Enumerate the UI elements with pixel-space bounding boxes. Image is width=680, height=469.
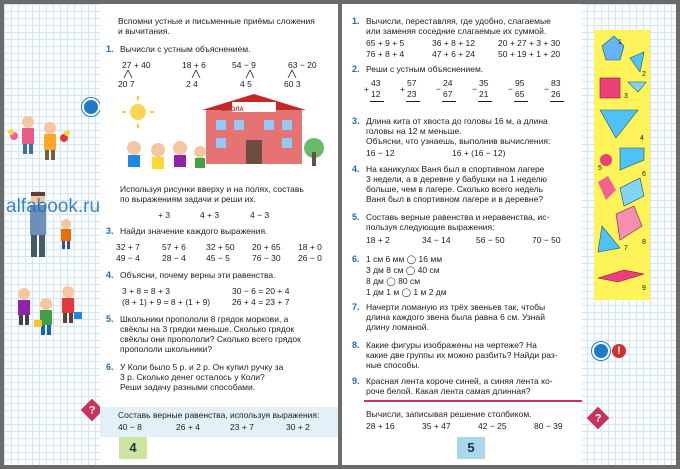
left-text-column bbox=[100, 4, 338, 465]
column-sign: + bbox=[364, 84, 369, 94]
column-number: 65 bbox=[515, 89, 525, 99]
school-illustration bbox=[114, 92, 324, 174]
expr: 4 + 3 bbox=[200, 210, 220, 220]
question-mark: ? bbox=[594, 411, 602, 424]
children-illustration bbox=[4, 4, 101, 465]
column-number: 23 bbox=[407, 89, 417, 99]
bottom-text: Вычисли, записывая решение столбиком. bbox=[366, 409, 532, 419]
task-number: 7. bbox=[352, 302, 360, 312]
task-line: Школьники пропололи 8 грядок моркови, а bbox=[120, 314, 289, 324]
expr: 4 − 3 bbox=[250, 210, 270, 220]
task-line: больше, чем в лагере. Сколько всего недель bbox=[366, 184, 544, 194]
comparison: 8 дм ◯ 80 см bbox=[366, 276, 421, 286]
task-line: длину ломаной. bbox=[366, 322, 429, 332]
pictures-task-line: Используя рисунки вверху и на полях, составь bbox=[120, 184, 304, 194]
expr: 56 − 50 bbox=[476, 235, 505, 245]
task-number: 4. bbox=[352, 164, 360, 174]
column-number: 24 bbox=[443, 78, 453, 88]
task-line: У Коли было 5 р. и 2 р. Он купил ручку за bbox=[120, 362, 284, 372]
question-mark: ? bbox=[88, 403, 96, 416]
expr: 42 − 25 bbox=[478, 421, 507, 431]
task-line: На каникулах Ваня был в спортивном лагере bbox=[366, 164, 545, 174]
column-number: 95 bbox=[515, 78, 525, 88]
task-line: Начерти ломаную из трёх звеньев так, чтобы bbox=[366, 302, 546, 312]
expr: 50 + 19 + 1 + 20 bbox=[498, 49, 561, 59]
figure-label: 6 bbox=[642, 171, 646, 178]
task-number: 1. bbox=[352, 16, 360, 26]
task-number: 6. bbox=[106, 362, 114, 372]
expr: + 3 bbox=[158, 210, 171, 220]
expr: 28 − 4 bbox=[162, 253, 186, 263]
task-line: роче белой. Какая лента самая длинная? bbox=[366, 386, 531, 396]
expr: 63 − 20 bbox=[288, 60, 317, 70]
comparison: 3 дм 8 см ◯ 40 см bbox=[366, 265, 440, 275]
intro-line-1: Вспомни устные и письменные приёмы сложения bbox=[118, 16, 315, 26]
task-line: 3 недели, а в деревне у бабушки на 1 неделю bbox=[366, 174, 548, 184]
expr: 70 − 50 bbox=[532, 235, 561, 245]
figure-label: 5 bbox=[598, 165, 602, 172]
column-number: 67 bbox=[443, 89, 453, 99]
figure-label: 2 bbox=[642, 71, 646, 78]
task-line: головы на 12 м меньше. bbox=[366, 126, 462, 136]
column-number: 12 bbox=[371, 89, 381, 99]
task-line: Красная лента короче синей, а синяя лента ко- bbox=[366, 376, 553, 386]
figure-label: 1 bbox=[618, 39, 622, 46]
pictures-task-line: по выражениям задачи и реши их. bbox=[120, 194, 256, 204]
expr: 65 + 9 + 5 bbox=[366, 38, 405, 48]
column-sign: + bbox=[400, 84, 405, 94]
expr: 32 + 7 bbox=[116, 242, 140, 252]
task-number: 5. bbox=[106, 314, 114, 324]
column-line bbox=[514, 101, 528, 102]
column-sign: − bbox=[436, 84, 441, 94]
equation: (8 + 1) + 9 = 8 + (1 + 9) bbox=[122, 297, 211, 307]
figure-label: 8 bbox=[642, 239, 646, 246]
decomp: 20 7 bbox=[118, 79, 135, 89]
left-page bbox=[4, 4, 338, 465]
task-line: свёклы на 3 грядки меньше. Сколько грядок bbox=[120, 324, 295, 334]
expr: 76 + 8 + 4 bbox=[366, 49, 405, 59]
equation: 30 − 6 = 20 + 4 bbox=[232, 286, 290, 296]
task-line: ные способы. bbox=[366, 360, 420, 370]
column-number: 26 bbox=[551, 89, 561, 99]
task-line: 3 р. Сколько денег осталось у Коли? bbox=[120, 372, 265, 382]
equation: 26 + 4 = 23 + 7 bbox=[232, 297, 290, 307]
equation: 3 + 8 = 8 + 3 bbox=[122, 286, 170, 296]
task-number: 3. bbox=[106, 226, 114, 236]
decomp: 60 3 bbox=[284, 79, 301, 89]
expr: 18 + 6 bbox=[182, 60, 206, 70]
expr: 18 + 0 bbox=[298, 242, 322, 252]
column-line bbox=[550, 101, 564, 102]
comparison: 1 см 6 мм ◯ 16 мм bbox=[366, 254, 443, 264]
task-number: 8. bbox=[352, 340, 360, 350]
column-line bbox=[478, 101, 492, 102]
divider bbox=[364, 400, 582, 402]
expr: 36 + 8 + 12 bbox=[432, 38, 476, 48]
figure-label: 3 bbox=[624, 93, 628, 100]
globe-icon bbox=[82, 98, 100, 116]
column-sign: − bbox=[472, 84, 477, 94]
task-line: Длина кита от хвоста до головы 16 м, а длина bbox=[366, 116, 548, 126]
expr: 27 + 40 bbox=[122, 60, 151, 70]
expr: 26 − 0 bbox=[298, 253, 322, 263]
task-line: Какие фигуры изображены на чертеже? На bbox=[366, 340, 537, 350]
expr: 28 + 16 bbox=[366, 421, 395, 431]
task-line: пропололи школьники? bbox=[120, 344, 213, 354]
task-text: Найди значение каждого выражения. bbox=[120, 226, 268, 236]
task-number: 1. bbox=[106, 44, 114, 54]
task-number: 3. bbox=[352, 116, 360, 126]
task-line: Ваня был в спортивном лагере и в деревне? bbox=[366, 194, 544, 204]
expr: 30 + 2 bbox=[286, 422, 310, 432]
task-line: или заменяя соседние слагаемые их суммой. bbox=[366, 26, 547, 36]
expr: 20 + 65 bbox=[252, 242, 281, 252]
task-number: 4. bbox=[106, 270, 114, 280]
task-text: Объясни, почему верны эти равенства. bbox=[120, 270, 276, 280]
globe-icon bbox=[592, 342, 610, 360]
bottom-text: Составь верные равенства, используя выражения: bbox=[118, 410, 320, 420]
expr: 32 + 50 bbox=[206, 242, 235, 252]
column-number: 21 bbox=[479, 89, 489, 99]
expr: 40 − 8 bbox=[118, 422, 142, 432]
expr: 16 − 12 bbox=[366, 148, 395, 158]
expr: 49 − 4 bbox=[116, 253, 140, 263]
column-number: 35 bbox=[479, 78, 489, 88]
column-sign: − bbox=[544, 84, 549, 94]
right-page bbox=[342, 4, 676, 465]
expr: 23 + 7 bbox=[230, 422, 254, 432]
column-line bbox=[370, 101, 384, 102]
watermark: alfabook.ru bbox=[6, 196, 101, 217]
figure-label: 9 bbox=[642, 285, 646, 292]
task-text: Реши с устным объяснением. bbox=[366, 64, 484, 74]
task-number: 6. bbox=[352, 254, 360, 264]
column-number: 83 bbox=[551, 78, 561, 88]
comparison: 1 дм 1 м ◯ 1 м 2 дм bbox=[366, 287, 447, 297]
column-line bbox=[442, 101, 456, 102]
shapes-panel bbox=[594, 30, 650, 300]
task-number: 5. bbox=[352, 212, 360, 222]
page-number: 4 bbox=[119, 437, 147, 459]
exclamation-icon: ! bbox=[612, 344, 626, 358]
bottom-exercise-box bbox=[100, 407, 338, 437]
task-line: Составь верные равенства и неравенства, ис- bbox=[366, 212, 550, 222]
column-line bbox=[406, 101, 420, 102]
expr: 34 − 14 bbox=[422, 235, 451, 245]
left-margin-illustrations bbox=[4, 4, 101, 465]
task-line: свёклы они пропололи? Сколько всего грядок bbox=[120, 334, 301, 344]
column-sign: − bbox=[508, 84, 513, 94]
task-line: Реши задачу разными способами. bbox=[120, 382, 256, 392]
expr: 26 + 4 bbox=[176, 422, 200, 432]
expr: 76 − 30 bbox=[252, 253, 281, 263]
task-line: Вычисли, переставляя, где удобно, слагаемые bbox=[366, 16, 551, 26]
expr: 35 + 47 bbox=[422, 421, 451, 431]
task-number: 9. bbox=[352, 376, 360, 386]
right-text-column bbox=[342, 4, 582, 465]
decomposition-marks bbox=[100, 68, 338, 80]
expr: 45 − 5 bbox=[206, 253, 230, 263]
school-sign: ШКОЛА bbox=[221, 107, 244, 113]
expr: 20 + 27 + 3 + 30 bbox=[498, 38, 561, 48]
question-icon bbox=[587, 407, 610, 430]
task-line: длина каждого звена была равна 6 см. Узнай bbox=[366, 312, 545, 322]
expr: 57 + 6 bbox=[162, 242, 186, 252]
task-line: Объясни, что узнаешь, выполнив вычисления: bbox=[366, 136, 551, 146]
task-line: пользуя следующие выражения: bbox=[366, 222, 495, 232]
figure-label: 4 bbox=[640, 135, 644, 142]
figure-label: 7 bbox=[624, 245, 628, 252]
expr: 16 + (16 − 12) bbox=[452, 148, 506, 158]
decomp: 4 5 bbox=[240, 79, 252, 89]
expr: 80 − 39 bbox=[534, 421, 563, 431]
decomp: 2 4 bbox=[186, 79, 198, 89]
task-text: Вычисли с устным объяснением. bbox=[120, 44, 251, 54]
intro-line-2: и вычитания. bbox=[118, 26, 170, 36]
task-line: какие две группы их можно разбить? Найди раз- bbox=[366, 350, 558, 360]
expr: 47 + 6 + 24 bbox=[432, 49, 476, 59]
page-number: 5 bbox=[457, 437, 485, 459]
task-number: 2. bbox=[352, 64, 360, 74]
column-number: 57 bbox=[407, 78, 417, 88]
column-number: 43 bbox=[371, 78, 381, 88]
expr: 18 + 2 bbox=[366, 235, 390, 245]
expr: 54 − 9 bbox=[232, 60, 256, 70]
